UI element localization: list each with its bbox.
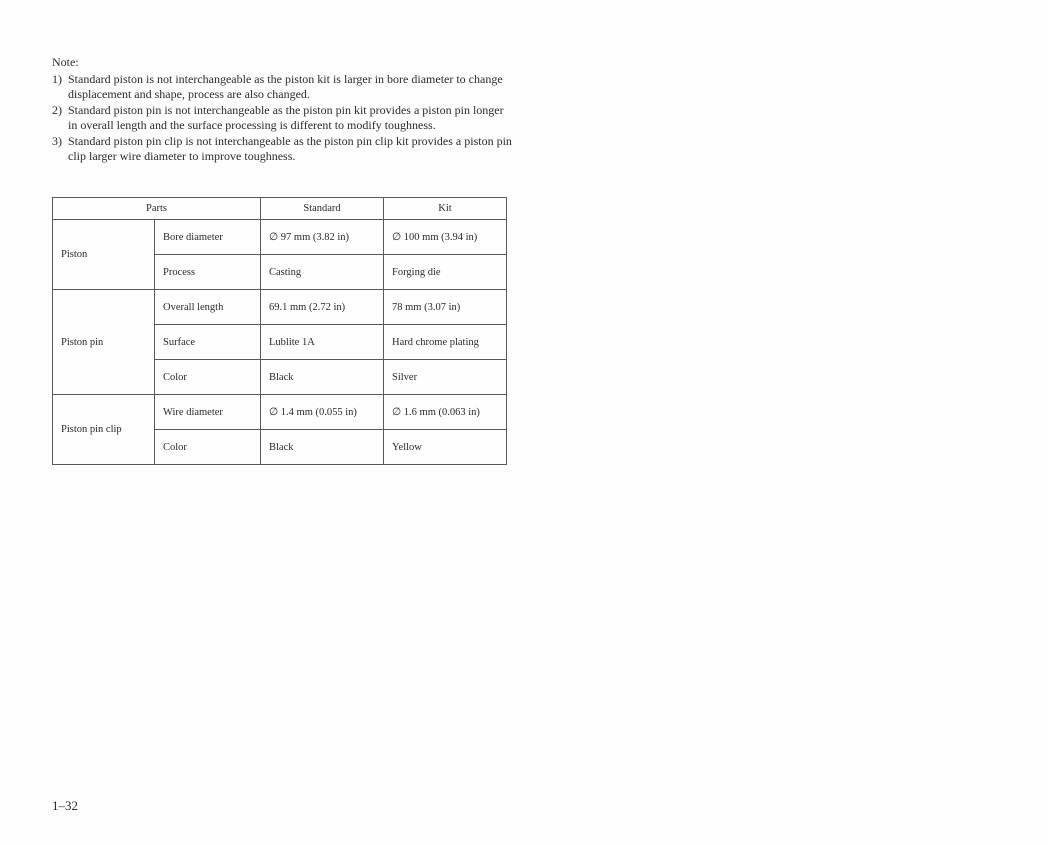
- kit-cell: Forging die: [384, 255, 507, 290]
- parts-comparison-table: [52, 197, 507, 465]
- kit-cell: Silver: [384, 360, 507, 395]
- note-item-2: [52, 103, 512, 134]
- note-number: 3): [52, 133, 62, 148]
- attribute-cell: Overall length: [155, 290, 261, 325]
- attribute-cell: Bore diameter: [155, 220, 261, 255]
- note-list: [52, 72, 512, 165]
- attribute-cell: Surface: [155, 325, 261, 360]
- standard-cell: ∅ 97 mm (3.82 in): [261, 220, 384, 255]
- header-standard: Standard: [261, 198, 384, 220]
- standard-cell: Lublite 1A: [261, 325, 384, 360]
- note-text: Standard piston is not interchangeable as the piston kit is larger in bore diameter to change displacement and shape, process are also changed.: [68, 71, 503, 101]
- note-item-3: [52, 134, 512, 165]
- standard-cell: 69.1 mm (2.72 in): [261, 290, 384, 325]
- kit-cell: ∅ 1.6 mm (0.063 in): [384, 395, 507, 430]
- note-heading: Note:: [52, 55, 79, 69]
- group-cell-piston-pin-clip: Piston pin clip: [53, 395, 155, 465]
- note-text: Standard piston pin clip is not interchangeable as the piston pin clip kit provides a piston pin clip larger wire diameter to improve toughness.: [68, 133, 512, 163]
- header-parts: Parts: [53, 198, 261, 220]
- attribute-cell: Color: [155, 360, 261, 395]
- kit-cell: ∅ 100 mm (3.94 in): [384, 220, 507, 255]
- note-item-1: [52, 72, 512, 103]
- table-header-row: [53, 198, 507, 220]
- group-cell-piston: Piston: [53, 220, 155, 290]
- note-section: [52, 55, 512, 165]
- note-text: Standard piston pin is not interchangeable as the piston pin kit provides a piston pin longer in overall length and the surface processing is different to modify toughness.: [68, 102, 504, 132]
- kit-cell: Hard chrome plating: [384, 325, 507, 360]
- kit-cell: Yellow: [384, 430, 507, 465]
- note-number: 2): [52, 102, 62, 117]
- standard-cell: ∅ 1.4 mm (0.055 in): [261, 395, 384, 430]
- attribute-cell: Wire diameter: [155, 395, 261, 430]
- header-kit: Kit: [384, 198, 507, 220]
- table-row: [53, 290, 507, 325]
- page-number: 1–32: [52, 798, 78, 813]
- table-row: [53, 220, 507, 255]
- standard-cell: Black: [261, 360, 384, 395]
- standard-cell: Casting: [261, 255, 384, 290]
- table-row: [53, 395, 507, 430]
- standard-cell: Black: [261, 430, 384, 465]
- kit-cell: 78 mm (3.07 in): [384, 290, 507, 325]
- note-number: 1): [52, 71, 62, 86]
- attribute-cell: Color: [155, 430, 261, 465]
- attribute-cell: Process: [155, 255, 261, 290]
- group-cell-piston-pin: Piston pin: [53, 290, 155, 395]
